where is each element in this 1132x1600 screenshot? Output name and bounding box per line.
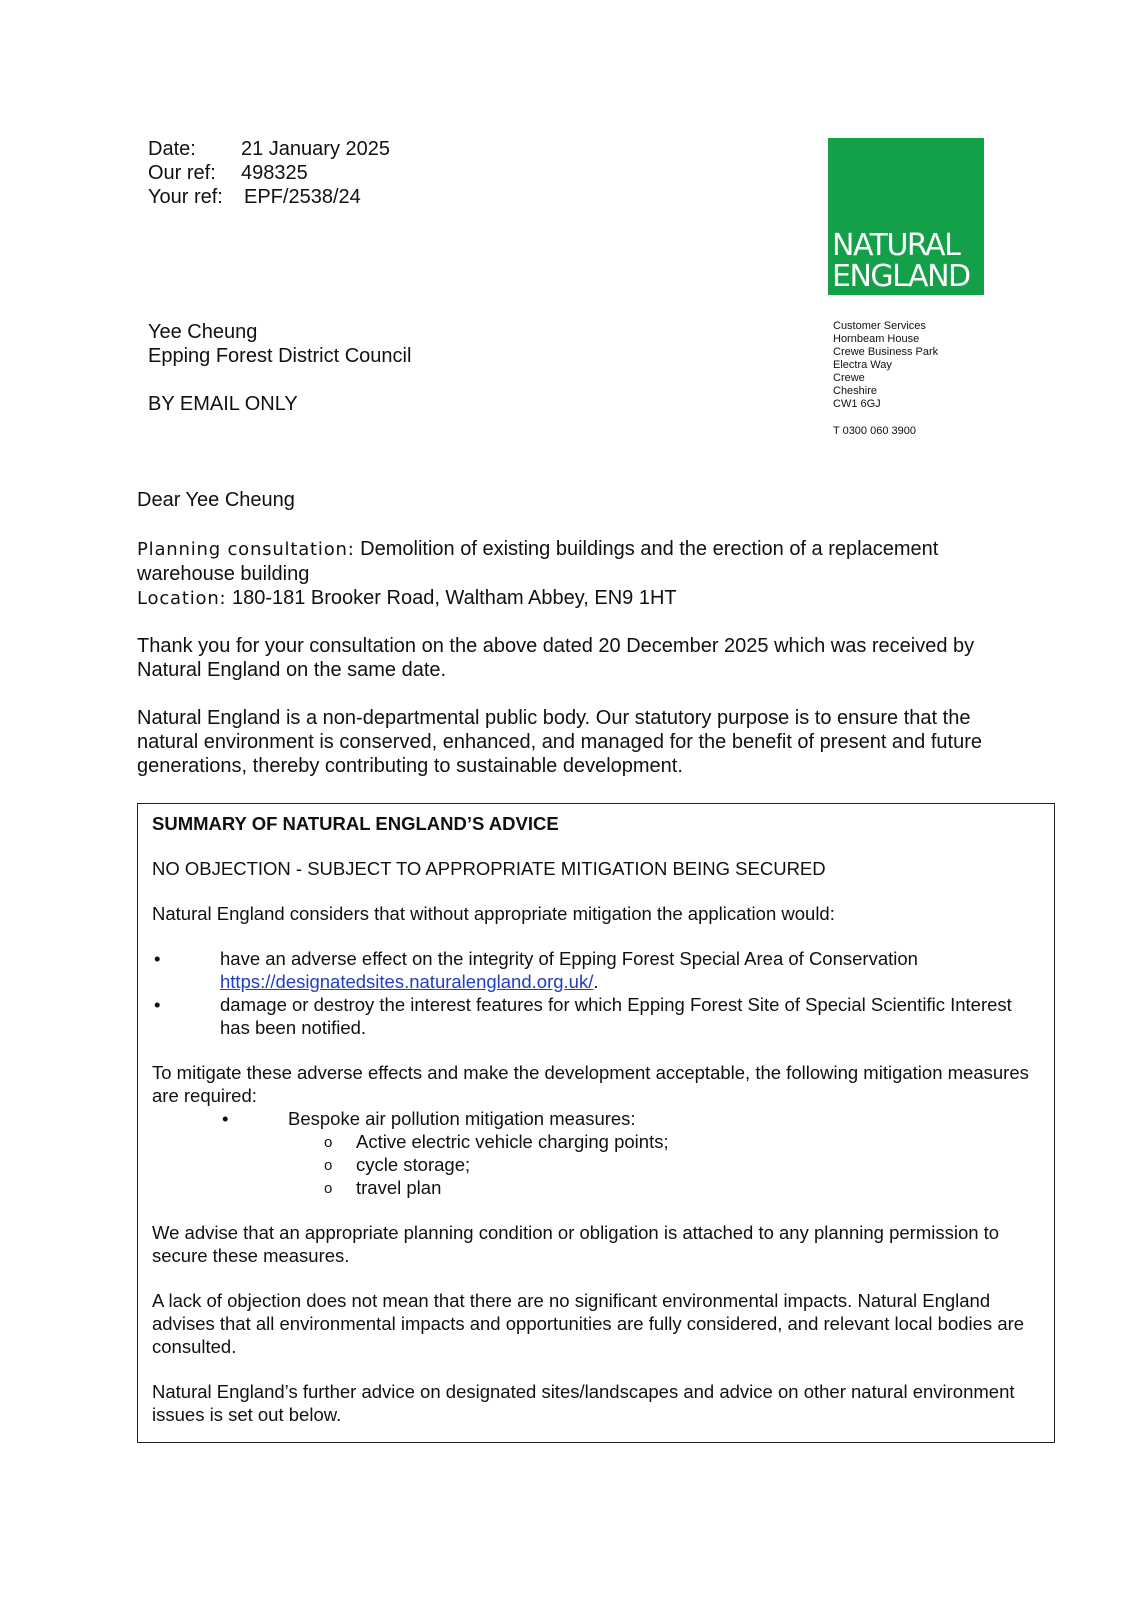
measure-heading-item <box>152 1107 1040 1130</box>
measure-item <box>152 1130 1040 1153</box>
thanks-paragraph: Thank you for your consultation on the above dated 20 December 2025 which was received by Natural England on the same date. <box>137 635 975 681</box>
bullet-icon: • <box>154 994 161 1015</box>
logo-line-1: NATURAL <box>832 228 960 263</box>
location-tag: Location: <box>137 588 227 609</box>
location-text: 180-181 Brooker Road, Waltham Abbey, EN9 1HT <box>231 587 677 609</box>
salutation: Dear Yee Cheung <box>137 489 295 511</box>
bullet-item <box>152 947 1040 993</box>
lack-of-objection-paragraph: A lack of objection does not mean that there are no significant environmental impacts. Natural England advises that all environmental impacts and opportunities are fully considered, and relevant local bodies are consulted. <box>152 1290 1025 1357</box>
bullet-text: have an adverse effect on the integrity of Epping Forest Special Area of Conservation <box>220 948 918 969</box>
mitigation-intro: To mitigate these adverse effects and make the development acceptable, the following mitigation measures are required: <box>152 1062 1029 1106</box>
summary-heading: SUMMARY OF NATURAL ENGLAND’S ADVICE <box>152 813 559 834</box>
further-advice-paragraph: Natural England’s further advice on designated sites/landscapes and advice on other natural environment issues is set out below. <box>152 1381 1015 1425</box>
summary-verdict: NO OBJECTION - SUBJECT TO APPROPRIATE MITIGATION BEING SECURED <box>152 858 826 879</box>
delivery-note: BY EMAIL ONLY <box>148 393 298 415</box>
ring-bullet-icon: o <box>324 1134 333 1151</box>
designated-sites-link[interactable]: https://designatedsites.naturalengland.org.uk/ <box>220 971 594 992</box>
measure-heading: Bespoke air pollution mitigation measures: <box>288 1108 636 1129</box>
address-line: Hornbeam House <box>833 333 920 345</box>
measure-text: Active electric vehicle charging points; <box>356 1131 669 1152</box>
sender-address <box>833 320 938 438</box>
date-label: Date: <box>148 138 196 160</box>
natural-england-logo <box>828 138 984 295</box>
ring-bullet-icon: o <box>324 1180 333 1197</box>
purpose-paragraph: Natural England is a non-departmental public body. Our statutory purpose is to ensure that the natural environment is conserved, enhanced, and managed for the benefit of present and future generations, thereby contributing to sustainable development. <box>137 707 982 777</box>
our-ref-row <box>148 161 390 185</box>
your-ref-value: EPF/2538/24 <box>244 186 361 208</box>
your-ref-row <box>148 185 390 209</box>
recipient-block <box>148 320 411 416</box>
our-ref-label: Our ref: <box>148 162 216 184</box>
ring-bullet-icon: o <box>324 1157 333 1174</box>
our-ref-value: 498325 <box>241 162 308 184</box>
location-line <box>137 586 997 611</box>
address-line: Cheshire <box>833 385 878 397</box>
measure-item <box>152 1153 1040 1176</box>
reference-block <box>148 137 390 209</box>
advise-paragraph: We advise that an appropriate planning condition or obligation is attached to any planning permission to secure these measures. <box>152 1222 1000 1266</box>
bullet-icon: • <box>154 948 161 969</box>
address-line: Customer Services <box>833 320 926 332</box>
measure-text: travel plan <box>356 1177 442 1198</box>
link-suffix: . <box>593 971 599 992</box>
address-line: Crewe <box>833 372 865 384</box>
address-line: Electra Way <box>833 359 892 371</box>
summary-intro: Natural England considers that without appropriate mitigation the application would: <box>152 903 835 924</box>
your-ref-label: Your ref: <box>148 186 223 208</box>
subject-tag: Planning consultation: <box>137 539 355 560</box>
date-row <box>148 137 390 161</box>
subject-block <box>137 537 997 611</box>
bullet-icon: • <box>222 1108 229 1129</box>
phone-number: T 0300 060 3900 <box>833 425 916 437</box>
logo-wordmark <box>832 230 970 292</box>
measure-item <box>152 1176 1040 1199</box>
bullet-item <box>152 993 1040 1039</box>
measure-text: cycle storage; <box>356 1154 471 1175</box>
recipient-organisation: Epping Forest District Council <box>148 345 412 367</box>
address-line: Crewe Business Park <box>833 346 939 358</box>
advice-summary-box <box>137 803 1055 1443</box>
address-line: CW1 6GJ <box>833 398 881 410</box>
subject-text: Demolition of existing buildings and the erection of a replacement warehouse building <box>137 538 939 585</box>
bullet-text: damage or destroy the interest features for which Epping Forest Site of Special Scientific Interest has been notified. <box>220 994 1012 1038</box>
logo-line-2: ENGLAND <box>832 259 970 294</box>
recipient-name: Yee Cheung <box>148 321 258 343</box>
subject-line <box>137 537 997 586</box>
date-value: 21 January 2025 <box>241 138 391 160</box>
